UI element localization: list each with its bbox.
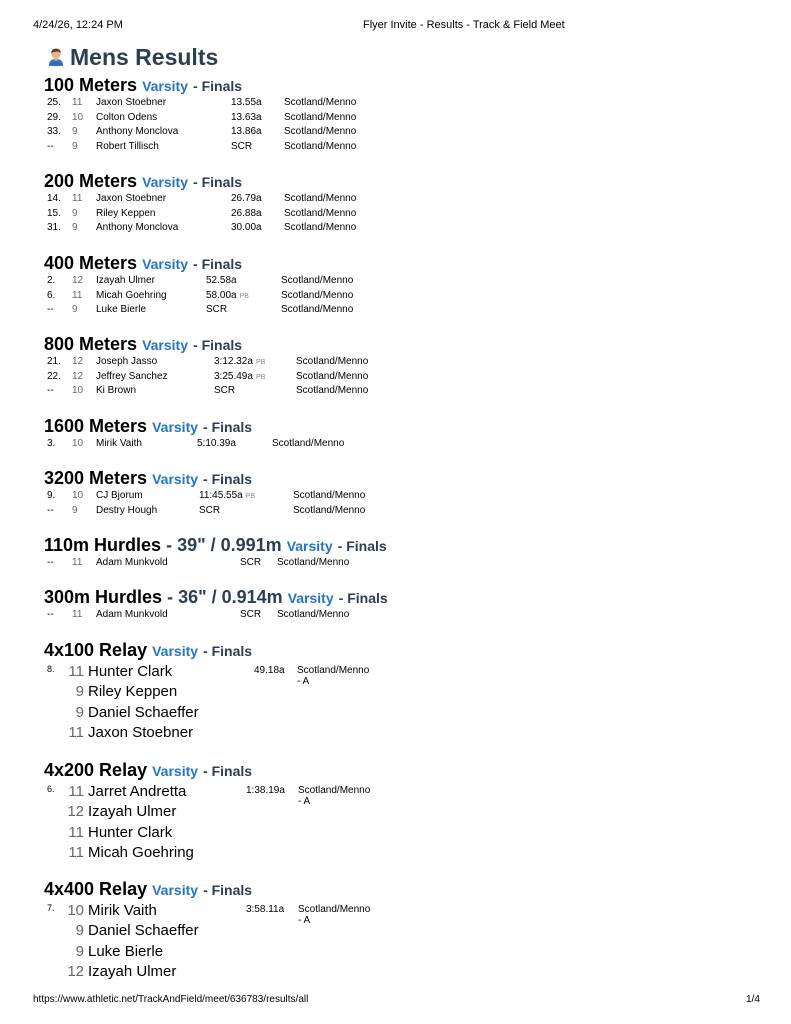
mark: [240, 609, 261, 620]
page-title-text: Mens Results: [70, 44, 219, 70]
place: --: [47, 557, 54, 568]
print-url: https://www.athletic.net/TrackAndField/meet/636783/results/all: [33, 994, 309, 1005]
event-title: [44, 75, 242, 96]
print-datetime: 4/24/26, 12:24 PM: [33, 19, 123, 31]
event-level: Varsity: [142, 337, 189, 353]
athlete-name[interactable]: Hunter Clark: [88, 663, 173, 680]
team-name[interactable]: Scotland/Menno - A: [298, 785, 371, 807]
athlete-name[interactable]: Daniel Schaeffer: [88, 703, 199, 721]
grade: 9: [72, 504, 78, 516]
place: 6.: [47, 289, 56, 301]
mark: [197, 438, 236, 449]
place: 9.: [47, 490, 56, 501]
relay-leg: [64, 803, 176, 820]
grade: 9: [72, 126, 78, 138]
event-title: [44, 879, 252, 900]
mark: [214, 385, 235, 396]
event-level: Varsity: [152, 643, 199, 659]
result-row: [44, 438, 345, 453]
mark-value: SCR: [199, 504, 221, 516]
event-name: 200 Meters: [44, 171, 138, 191]
grade: 12: [72, 370, 84, 382]
event-section: [44, 416, 345, 453]
place: 2.: [47, 275, 56, 286]
grade: 12: [67, 803, 84, 821]
event-section: [44, 253, 354, 319]
mark-value: 26.79a: [231, 193, 262, 204]
hurdle-height: - 39" / 0.991m: [166, 535, 282, 555]
grade: 11: [68, 843, 84, 861]
place: 15.: [47, 207, 61, 219]
event-round: - Finals: [193, 256, 243, 272]
result-row: [44, 385, 369, 400]
team-name[interactable]: Scotland/Menno: [284, 193, 357, 204]
result-row: [44, 557, 387, 572]
mark: [206, 290, 249, 301]
event-level: Varsity: [142, 174, 189, 190]
relay-time: 49.18a: [254, 665, 285, 676]
relay-leg: [64, 783, 186, 800]
mark: [240, 557, 261, 568]
place: 33.: [47, 126, 61, 138]
athlete-name[interactable]: Hunter Clark: [88, 823, 173, 841]
place: 6.: [47, 784, 55, 794]
grade: 9: [75, 683, 84, 701]
team-name[interactable]: Scotland/Menno: [284, 97, 357, 108]
place: 29.: [47, 111, 61, 123]
athlete-name[interactable]: Robert Tillisch: [96, 140, 159, 152]
event-title: [44, 535, 387, 556]
athlete-name[interactable]: Izayah Ulmer: [88, 962, 177, 980]
result-row: [44, 111, 357, 127]
relay-result: [44, 783, 371, 867]
grade: 10: [72, 438, 84, 449]
athlete-name[interactable]: Izayah Ulmer: [96, 275, 155, 286]
mark: [231, 112, 262, 123]
grade: 11: [68, 823, 84, 841]
grade: 12: [72, 356, 84, 367]
result-row: [44, 504, 366, 520]
grade: 12: [72, 275, 84, 286]
place: --: [47, 140, 54, 152]
mark: [231, 141, 252, 152]
athlete-name[interactable]: Destry Hough: [96, 504, 158, 516]
event-name: 4x200 Relay: [44, 760, 148, 780]
mark-value: 52.58a: [206, 275, 237, 286]
athlete-name[interactable]: Jeffrey Sanchez: [96, 370, 168, 382]
relay-section: [44, 760, 371, 867]
results-list: [44, 97, 357, 155]
athlete-name[interactable]: Anthony Monclova: [96, 126, 179, 138]
athlete-name[interactable]: Luke Bierle: [88, 942, 164, 960]
team-name[interactable]: Scotland/Menno: [277, 609, 350, 620]
athlete-name[interactable]: Izayah Ulmer: [88, 803, 177, 821]
mark-value: 26.88a: [231, 207, 262, 219]
relay-leg: [64, 683, 177, 700]
grade: 11: [72, 557, 83, 568]
mark-value: 3:12.32a: [214, 356, 253, 367]
athlete-name[interactable]: Micah Goehring: [88, 843, 194, 861]
mark-value: 58.00a: [206, 289, 237, 301]
results-list: [44, 193, 357, 237]
user-icon: [46, 47, 66, 67]
event-name: 1600 Meters: [44, 416, 148, 436]
event-name: 300m Hurdles: [44, 587, 163, 607]
grade: 11: [72, 193, 83, 204]
relay-leg: [64, 704, 199, 721]
grade: 9: [75, 922, 84, 940]
place: 31.: [47, 222, 61, 234]
mark: [231, 126, 262, 137]
mark: [231, 208, 262, 219]
result-row: [44, 207, 357, 223]
grade: 9: [75, 942, 84, 960]
athlete-name[interactable]: Colton Odens: [96, 111, 158, 123]
grade: 9: [72, 207, 78, 219]
mark-value: 13.55a: [231, 97, 262, 108]
event-title: [44, 253, 242, 274]
athlete-name[interactable]: Joseph Jasso: [96, 356, 158, 367]
mark-value: 13.86a: [231, 126, 262, 138]
athlete-name[interactable]: Ki Brown: [96, 385, 137, 397]
athlete-name[interactable]: Jaxon Stoebner: [96, 193, 167, 204]
event-round: - Finals: [203, 471, 253, 487]
event-round: - Finals: [338, 590, 388, 606]
mark-value: 11:45.55a: [199, 490, 243, 501]
result-row: [44, 370, 369, 386]
event-title: [44, 171, 242, 192]
event-name: 4x100 Relay: [44, 640, 148, 660]
relay-leg: [64, 724, 193, 741]
athlete-name[interactable]: Mirik Vaith: [96, 438, 142, 449]
grade: 11: [72, 97, 83, 108]
event-title: [44, 760, 252, 781]
event-name: 100 Meters: [44, 75, 138, 95]
event-level: Varsity: [142, 78, 189, 94]
event-section: [44, 535, 387, 572]
results-list: [44, 490, 366, 519]
mark-value: SCR: [240, 557, 262, 568]
relay-leg: [64, 943, 163, 960]
event-level: Varsity: [152, 882, 199, 898]
event-level: Varsity: [152, 471, 199, 487]
event-round: - Finals: [203, 882, 253, 898]
relay-leg: [64, 902, 157, 919]
result-row: [44, 126, 357, 141]
grade: 11: [68, 663, 84, 680]
grade: 11: [68, 783, 84, 800]
mark: [214, 356, 265, 367]
grade: 11: [72, 609, 83, 620]
results-list: [44, 356, 369, 400]
grade: 9: [72, 140, 78, 152]
event-section: [44, 468, 366, 519]
grade: 10: [72, 490, 84, 501]
event-round: - Finals: [203, 419, 253, 435]
relay-result: [44, 663, 370, 747]
event-round: - Finals: [337, 538, 387, 554]
relay-leg: [64, 824, 172, 841]
place: 3.: [47, 438, 56, 449]
grade: 12: [67, 962, 84, 980]
results-list: [44, 557, 387, 572]
place: --: [47, 304, 54, 316]
mark: [231, 222, 262, 233]
event-level: Varsity: [152, 419, 199, 435]
event-level: Varsity: [142, 256, 189, 272]
team-name[interactable]: Scotland/Menno: [284, 222, 357, 234]
place: 14.: [47, 193, 61, 204]
mark-value: SCR: [206, 304, 228, 316]
relay-leg: [64, 963, 176, 980]
athlete-name[interactable]: CJ Bjorum: [96, 490, 143, 501]
event-round: - Finals: [203, 643, 253, 659]
pb-badge: PB: [239, 292, 249, 300]
event-section: [44, 75, 357, 155]
team-name[interactable]: Scotland/Menno: [296, 356, 369, 367]
athlete-name[interactable]: Mirik Vaith: [88, 902, 157, 919]
mark-value: 5:10.39a: [197, 438, 236, 449]
athlete-name[interactable]: Jaxon Stoebner: [88, 723, 194, 741]
relay-section: [44, 640, 370, 747]
event-level: Varsity: [152, 763, 199, 779]
mark-value: 13.63a: [231, 111, 262, 123]
place: --: [47, 504, 54, 516]
team-name[interactable]: Scotland/Menno: [277, 557, 350, 568]
place: --: [47, 385, 54, 397]
grade: 9: [75, 703, 84, 721]
athlete-name[interactable]: Adam Munkvold: [96, 557, 168, 568]
team-name[interactable]: Scotland/Menno - A: [297, 665, 370, 687]
relay-result: [44, 902, 371, 986]
result-row: [44, 356, 369, 371]
athlete-name[interactable]: Adam Munkvold: [96, 609, 168, 620]
print-page-number: 1/4: [746, 994, 760, 1005]
result-row: [44, 222, 357, 237]
results-list: [44, 438, 345, 453]
mark: [206, 304, 227, 315]
event-round: - Finals: [203, 763, 253, 779]
grade: 9: [72, 304, 78, 316]
relay-time: 1:38.19a: [246, 785, 285, 796]
mark: [231, 97, 262, 108]
relay-leg: [64, 844, 194, 861]
pb-badge: PB: [255, 373, 266, 381]
relay-time: 3:58.11a: [246, 904, 285, 915]
mark: [231, 193, 262, 204]
team-name[interactable]: Scotland/Menno: [296, 385, 369, 397]
event-level: Varsity: [286, 538, 333, 554]
place: --: [47, 609, 54, 620]
place: 22.: [47, 370, 61, 382]
team-name[interactable]: Scotland/Menno: [293, 490, 366, 501]
mark-value: SCR: [240, 609, 262, 620]
athlete-name[interactable]: Riley Keppen: [96, 207, 156, 219]
result-row: [44, 275, 354, 290]
result-row: [44, 304, 354, 319]
event-name: 4x400 Relay: [44, 879, 148, 899]
team-name[interactable]: Scotland/Menno - A: [298, 904, 371, 926]
mark-value: 3:25.49a: [214, 370, 253, 382]
event-level: Varsity: [287, 590, 334, 606]
grade: 10: [72, 111, 84, 123]
team-name[interactable]: Scotland/Menno: [284, 111, 357, 123]
results-list: [44, 609, 388, 624]
place: 8.: [47, 664, 55, 674]
athlete-name[interactable]: Luke Bierle: [96, 304, 147, 316]
mark-value: SCR: [214, 385, 236, 397]
results-list: [44, 275, 354, 319]
result-row: [44, 490, 366, 505]
page-title: [46, 44, 218, 71]
event-name: 3200 Meters: [44, 468, 148, 488]
team-name[interactable]: Scotland/Menno: [284, 126, 357, 138]
mark: [199, 505, 220, 516]
mark: [199, 490, 255, 501]
event-section: [44, 587, 388, 624]
mark-value: 30.00a: [231, 222, 262, 234]
event-name: 800 Meters: [44, 334, 138, 354]
pb-badge: PB: [245, 493, 256, 500]
athlete-name[interactable]: Daniel Schaeffer: [88, 922, 199, 940]
athlete-name[interactable]: Jaxon Stoebner: [96, 97, 167, 108]
team-name[interactable]: Scotland/Menno: [281, 275, 354, 286]
team-name[interactable]: Scotland/Menno: [284, 140, 357, 152]
relay-leg: [64, 663, 172, 680]
hurdle-height: - 36" / 0.914m: [167, 587, 283, 607]
place: 7.: [47, 903, 55, 913]
grade: 11: [68, 723, 84, 741]
event-name: 110m Hurdles: [44, 535, 162, 555]
event-title: [44, 640, 252, 661]
team-name[interactable]: Scotland/Menno: [296, 370, 369, 382]
event-title: [44, 587, 388, 608]
athlete-name[interactable]: Micah Goehring: [96, 289, 167, 301]
result-row: [44, 97, 357, 112]
event-round: - Finals: [193, 174, 243, 190]
event-name: 400 Meters: [44, 253, 138, 273]
athlete-name[interactable]: Jarret Andretta: [88, 783, 187, 800]
event-section: [44, 334, 369, 400]
print-page-title: Flyer Invite - Results - Track & Field Meet: [363, 19, 565, 31]
pb-badge: PB: [255, 359, 266, 366]
grade: 10: [72, 385, 84, 397]
event-title: [44, 334, 242, 355]
team-name[interactable]: Scotland/Menno: [272, 438, 345, 449]
team-name[interactable]: Scotland/Menno: [281, 304, 354, 316]
event-section: [44, 171, 357, 237]
result-row: [44, 289, 354, 305]
relay-section: [44, 879, 371, 986]
team-name[interactable]: Scotland/Menno: [281, 289, 354, 301]
event-round: - Finals: [193, 78, 243, 94]
place: 25.: [47, 97, 61, 108]
event-round: - Finals: [193, 337, 243, 353]
relay-leg: [64, 922, 199, 939]
result-row: [44, 609, 388, 624]
grade: 11: [72, 289, 83, 301]
athlete-name[interactable]: Riley Keppen: [88, 683, 178, 701]
athlete-name[interactable]: Anthony Monclova: [96, 222, 179, 234]
mark-value: SCR: [231, 140, 253, 152]
grade: 9: [72, 222, 78, 234]
mark: [206, 275, 237, 286]
grade: 10: [67, 902, 84, 919]
team-name[interactable]: Scotland/Menno: [284, 207, 357, 219]
team-name[interactable]: Scotland/Menno: [293, 504, 366, 516]
result-row: [44, 193, 357, 208]
place: 21.: [47, 356, 61, 367]
mark: [214, 371, 265, 382]
event-title: [44, 416, 252, 437]
event-title: [44, 468, 252, 489]
result-row: [44, 140, 357, 156]
